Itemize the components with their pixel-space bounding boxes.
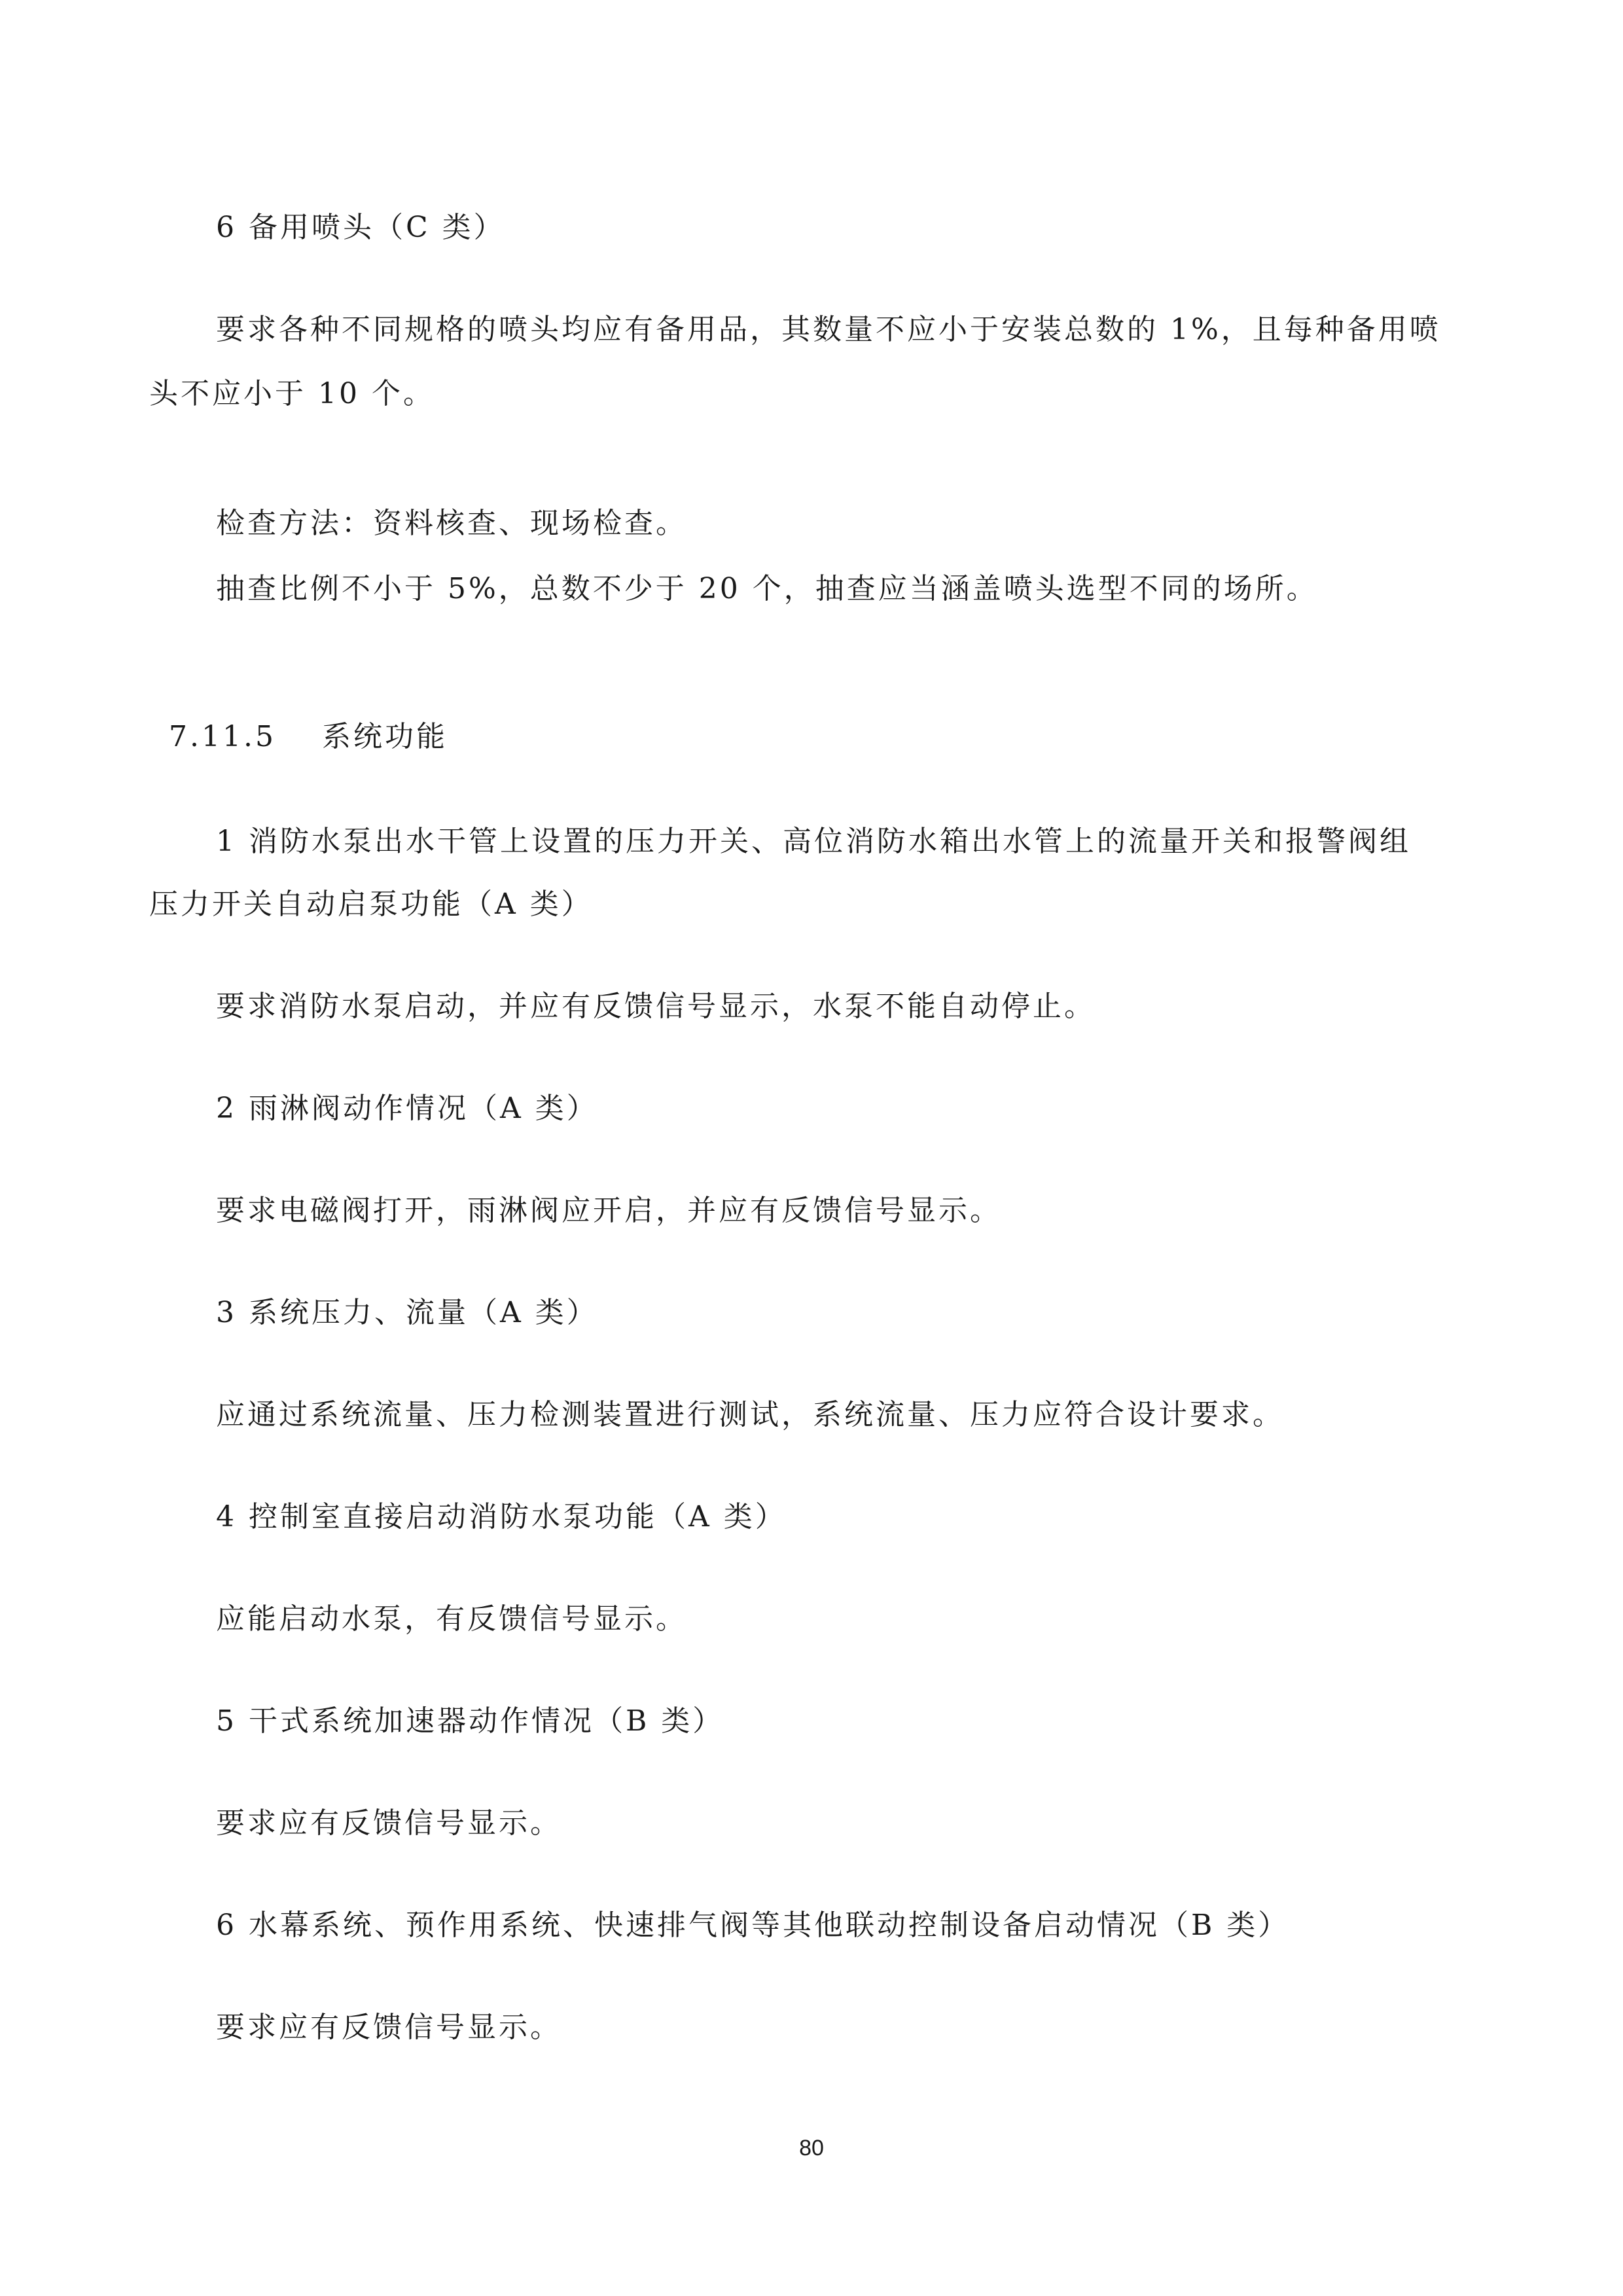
item-heading: 6 水幕系统、预作用系统、快速排气阀等其他联动控制设备启动情况（B 类） [216, 1909, 1290, 1942]
item-heading: 3 系统压力、流量（A 类） [216, 1296, 598, 1329]
sample-ratio-text: 抽查比例不小于 5%，总数不少于 20 个，抽查应当涵盖喷头选型不同的场所。 [216, 572, 1318, 605]
requirement-text: 要求电磁阀打开，雨淋阀应开启，并应有反馈信号显示。 [216, 1194, 1001, 1227]
item-heading: 6 备用喷头（C 类） [216, 211, 505, 244]
item-heading: 5 干式系统加速器动作情况（B 类） [216, 1704, 724, 1738]
requirement-text: 应通过系统流量、压力检测装置进行测试，系统流量、压力应符合设计要求。 [216, 1398, 1284, 1431]
page-number: 80 [799, 2136, 824, 2161]
section-title: 系统功能 [322, 720, 448, 753]
item-heading: 2 雨淋阀动作情况（A 类） [216, 1092, 598, 1125]
requirement-text: 要求各种不同规格的喷头均应有备用品，其数量不应小于安装总数的 1%，且每种备用喷 [216, 313, 1441, 346]
item-heading: 1 消防水泵出水干管上设置的压力开关、高位消防水箱出水管上的流量开关和报警阀组 [216, 825, 1411, 858]
check-method-text: 检查方法：资料核查、现场检查。 [216, 507, 687, 540]
requirement-text: 要求消防水泵启动，并应有反馈信号显示，水泵不能自动停止。 [216, 990, 1096, 1023]
item-heading: 4 控制室直接启动消防水泵功能（A 类） [216, 1500, 787, 1534]
requirement-text: 头不应小于 10 个。 [149, 377, 435, 410]
requirement-text: 要求应有反馈信号显示。 [216, 1806, 562, 1840]
requirement-text: 应能启动水泵，有反馈信号显示。 [216, 1602, 687, 1636]
section-number: 7.11.5 [169, 720, 276, 753]
requirement-text: 要求应有反馈信号显示。 [216, 2011, 562, 2044]
section-heading [169, 717, 448, 757]
item-heading: 压力开关自动启泵功能（A 类） [149, 888, 593, 921]
